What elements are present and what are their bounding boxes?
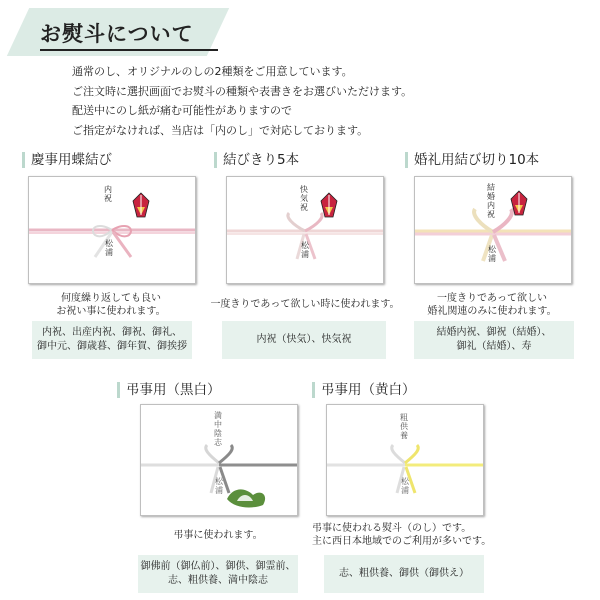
card-uses bbox=[222, 321, 386, 359]
uses-line: 結婚内祝、御祝（結婚）、 bbox=[436, 327, 552, 338]
intro-line: ご指定がなければ、当店は「内のし」で対応しております。 bbox=[72, 123, 369, 137]
intro-line: ご注文時に選択画面でお熨斗の種類や表書きをお選びいただけます。 bbox=[72, 84, 413, 98]
card-title-konrei-10: 婚礼用結び切り10本 bbox=[405, 152, 539, 168]
omote-label: 粗供養 bbox=[400, 413, 408, 440]
intro-line: 配送中にのし紙が痛む可能性がありますので bbox=[72, 104, 292, 117]
description-line: 主に西日本地域でのご利用が多いです。 bbox=[312, 536, 492, 547]
description-line: 弔事に使われる熨斗（のし）です。 bbox=[312, 523, 472, 534]
name-label: 松浦 bbox=[488, 245, 496, 263]
card-title-choji-kurushiro: 弔事用（黒白） bbox=[117, 382, 221, 398]
omote-label: 結婚内祝 bbox=[487, 183, 495, 219]
card-uses bbox=[414, 321, 574, 359]
uses-line: 御中元、御歳暮、御年賀、御挨拶 bbox=[37, 341, 187, 352]
card-description bbox=[200, 298, 410, 311]
lotus-icon bbox=[227, 489, 265, 507]
card-description bbox=[406, 292, 578, 318]
uses-line: 志、粗供養、御供（御供え） bbox=[339, 568, 469, 579]
uses-line: 内祝、出産内祝、御祝、御礼、 bbox=[42, 327, 182, 338]
card-description bbox=[140, 529, 296, 542]
uses-line: 内祝（快気）、快気祝 bbox=[256, 334, 352, 345]
description-line: 弔事に使われます。 bbox=[173, 530, 263, 541]
card-uses bbox=[324, 555, 484, 593]
description-line: 一度きりであって欲しい時に使われます。 bbox=[210, 299, 400, 310]
name-label: 松浦 bbox=[215, 477, 223, 495]
omote-label: 満中陰志 bbox=[214, 411, 222, 447]
card-description bbox=[312, 522, 502, 548]
card-title-choji-kishiro: 弔事用（黄白） bbox=[312, 382, 416, 398]
noshi-image-konrei-10 bbox=[414, 176, 572, 284]
card-uses bbox=[32, 321, 192, 359]
noshi-image-choji-kurushiro bbox=[140, 404, 298, 516]
uses-line: 志、粗供養、満中陰志 bbox=[168, 575, 268, 586]
description-line: 一度きりであって欲しい bbox=[437, 293, 547, 304]
description-line: お祝い事に使われます。 bbox=[56, 306, 166, 317]
name-label: 松浦 bbox=[105, 239, 113, 257]
description-line: 何度繰り返しても良い bbox=[61, 293, 161, 304]
noshi-ornament-icon bbox=[133, 193, 149, 217]
card-uses bbox=[138, 555, 298, 593]
name-label: 松浦 bbox=[301, 241, 309, 259]
card-title-keiji-chomusubi: 慶事用蝶結び bbox=[22, 152, 112, 168]
noshi-image-choji-kishiro bbox=[326, 404, 484, 516]
title-underline bbox=[40, 49, 218, 51]
intro-text bbox=[72, 62, 412, 140]
description-line: 婚礼関連のみに使われます。 bbox=[427, 306, 557, 317]
card-title-musubikiri-5: 結びきり5本 bbox=[214, 152, 299, 168]
omote-label: 快気祝 bbox=[300, 185, 308, 212]
noshi-image-musubikiri-5 bbox=[226, 176, 384, 284]
intro-line: 通常のし、オリジナルのしの2種類をご用意しています。 bbox=[72, 65, 353, 78]
uses-line: 御礼（結婚）、寿 bbox=[456, 341, 532, 352]
uses-line: 御佛前（御仏前）、御供、御霊前、 bbox=[140, 561, 296, 572]
omote-label: 内祝 bbox=[104, 185, 112, 203]
page-title: お熨斗について bbox=[40, 22, 194, 46]
noshi-image-keiji-chomusubi bbox=[28, 176, 196, 284]
card-description bbox=[28, 292, 194, 318]
name-label: 松浦 bbox=[401, 477, 409, 495]
